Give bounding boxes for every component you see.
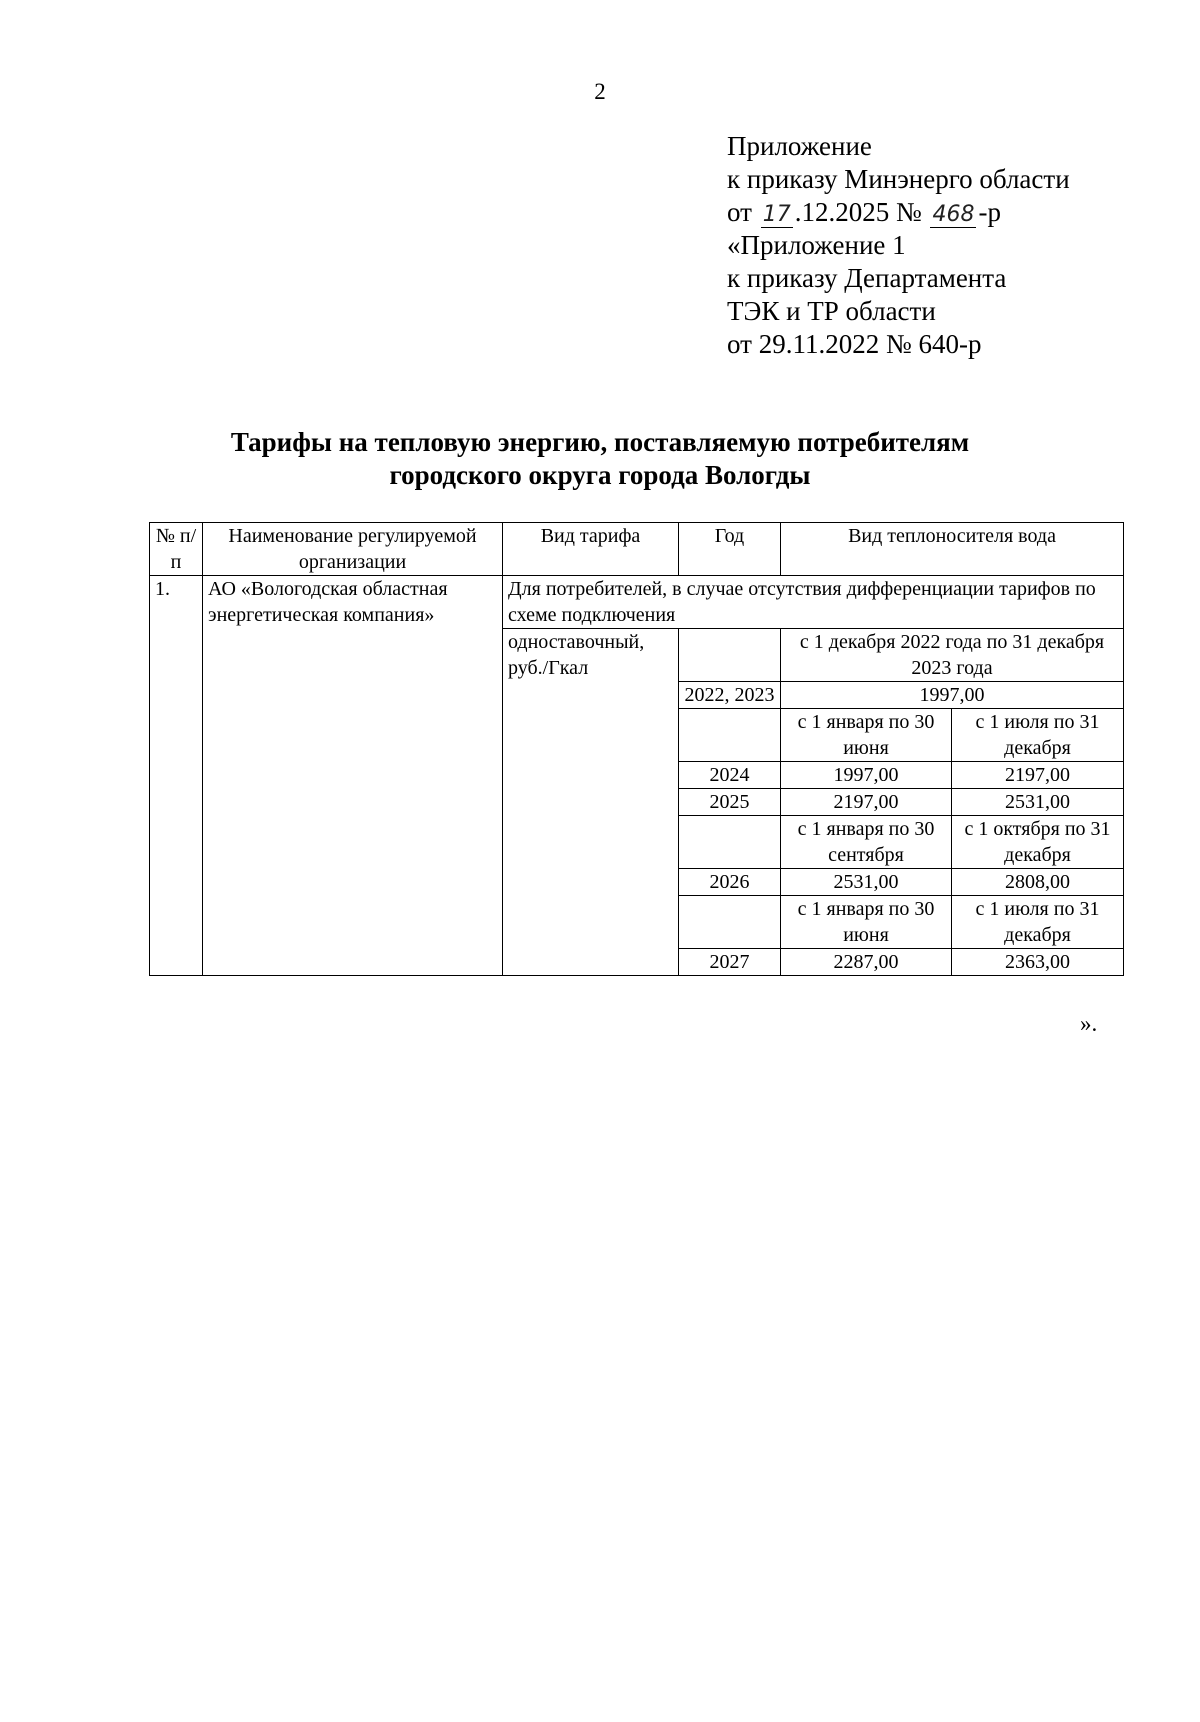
approval-line-7: от 29.11.2022 № 640-р bbox=[727, 329, 982, 359]
period-2022-2023: с 1 декабря 2022 года по 31 декабря 2023 года bbox=[781, 629, 1124, 682]
value-2026-second-part: 2808,00 bbox=[952, 869, 1124, 896]
consumers-note: Для потребителей, в случае отсутствия дифференциации тарифов по схеме подключения bbox=[503, 576, 1124, 629]
year-2027: 2027 bbox=[679, 949, 781, 976]
year-2026: 2026 bbox=[679, 869, 781, 896]
row-number: 1. bbox=[150, 576, 203, 976]
tariff-type-cell: одноставочный, руб./Гкал bbox=[503, 629, 679, 976]
empty-year-cell bbox=[679, 709, 781, 762]
closing-quote-mark: ». bbox=[1080, 1011, 1098, 1036]
handwritten-order-number: 468 bbox=[932, 202, 975, 227]
organization-name: АО «Вологодская областная энергетическая компания» bbox=[203, 576, 503, 976]
period-h3-right: с 1 июля по 31 декабря bbox=[952, 896, 1124, 949]
year-2025: 2025 bbox=[679, 789, 781, 816]
value-2025-first-half: 2197,00 bbox=[781, 789, 952, 816]
header-year: Год bbox=[679, 523, 781, 576]
value-2026-first-part: 2531,00 bbox=[781, 869, 952, 896]
approval-line-1: Приложение bbox=[727, 131, 872, 161]
header-org: Наименование регулируемой организации bbox=[203, 523, 503, 576]
value-2027-first-half: 2287,00 bbox=[781, 949, 952, 976]
page-number: 2 bbox=[594, 79, 606, 104]
year-2024: 2024 bbox=[679, 762, 781, 789]
approval-block bbox=[727, 130, 1070, 361]
value-2025-second-half: 2531,00 bbox=[952, 789, 1124, 816]
value-2024-first-half: 1997,00 bbox=[781, 762, 952, 789]
empty-year-cell bbox=[679, 896, 781, 949]
title-line-1: Тарифы на тепловую энергию, поставляемую потребителям bbox=[230, 427, 970, 457]
empty-year-cell bbox=[679, 629, 781, 682]
header-num: № п/п bbox=[150, 523, 203, 576]
document-title bbox=[0, 426, 1200, 492]
approval-date-middle: .12.2025 № bbox=[794, 197, 922, 227]
period-h3-left: с 1 января по 30 июня bbox=[781, 896, 952, 949]
approval-line-3 bbox=[727, 196, 1070, 229]
title-line-2: городского округа города Вологды bbox=[389, 460, 811, 490]
header-tariff-type: Вид тарифа bbox=[503, 523, 679, 576]
value-2024-second-half: 2197,00 bbox=[952, 762, 1124, 789]
approval-line-2: к приказу Минэнерго области bbox=[727, 164, 1070, 194]
year-2022-2023: 2022, 2023 bbox=[679, 682, 781, 709]
tariffs-table bbox=[149, 522, 1124, 976]
header-carrier: Вид теплоносителя вода bbox=[781, 523, 1124, 576]
value-2022-2023: 1997,00 bbox=[781, 682, 1124, 709]
table-row bbox=[150, 576, 1124, 629]
approval-line-4: «Приложение 1 bbox=[727, 230, 906, 260]
handwritten-day: 17 bbox=[762, 202, 791, 227]
approval-line-5: к приказу Департамента bbox=[727, 263, 1007, 293]
approval-order-suffix: -р bbox=[978, 197, 1001, 227]
approval-line-6: ТЭК и ТР области bbox=[727, 296, 936, 326]
period-h2-right: с 1 октября по 31 декабря bbox=[952, 816, 1124, 869]
table-header-row bbox=[150, 523, 1124, 576]
period-h1-left: с 1 января по 30 июня bbox=[781, 709, 952, 762]
value-2027-second-half: 2363,00 bbox=[952, 949, 1124, 976]
empty-year-cell bbox=[679, 816, 781, 869]
approval-date-prefix: от bbox=[727, 197, 752, 227]
period-h1-right: с 1 июля по 31 декабря bbox=[952, 709, 1124, 762]
period-h2-left: с 1 января по 30 сентября bbox=[781, 816, 952, 869]
